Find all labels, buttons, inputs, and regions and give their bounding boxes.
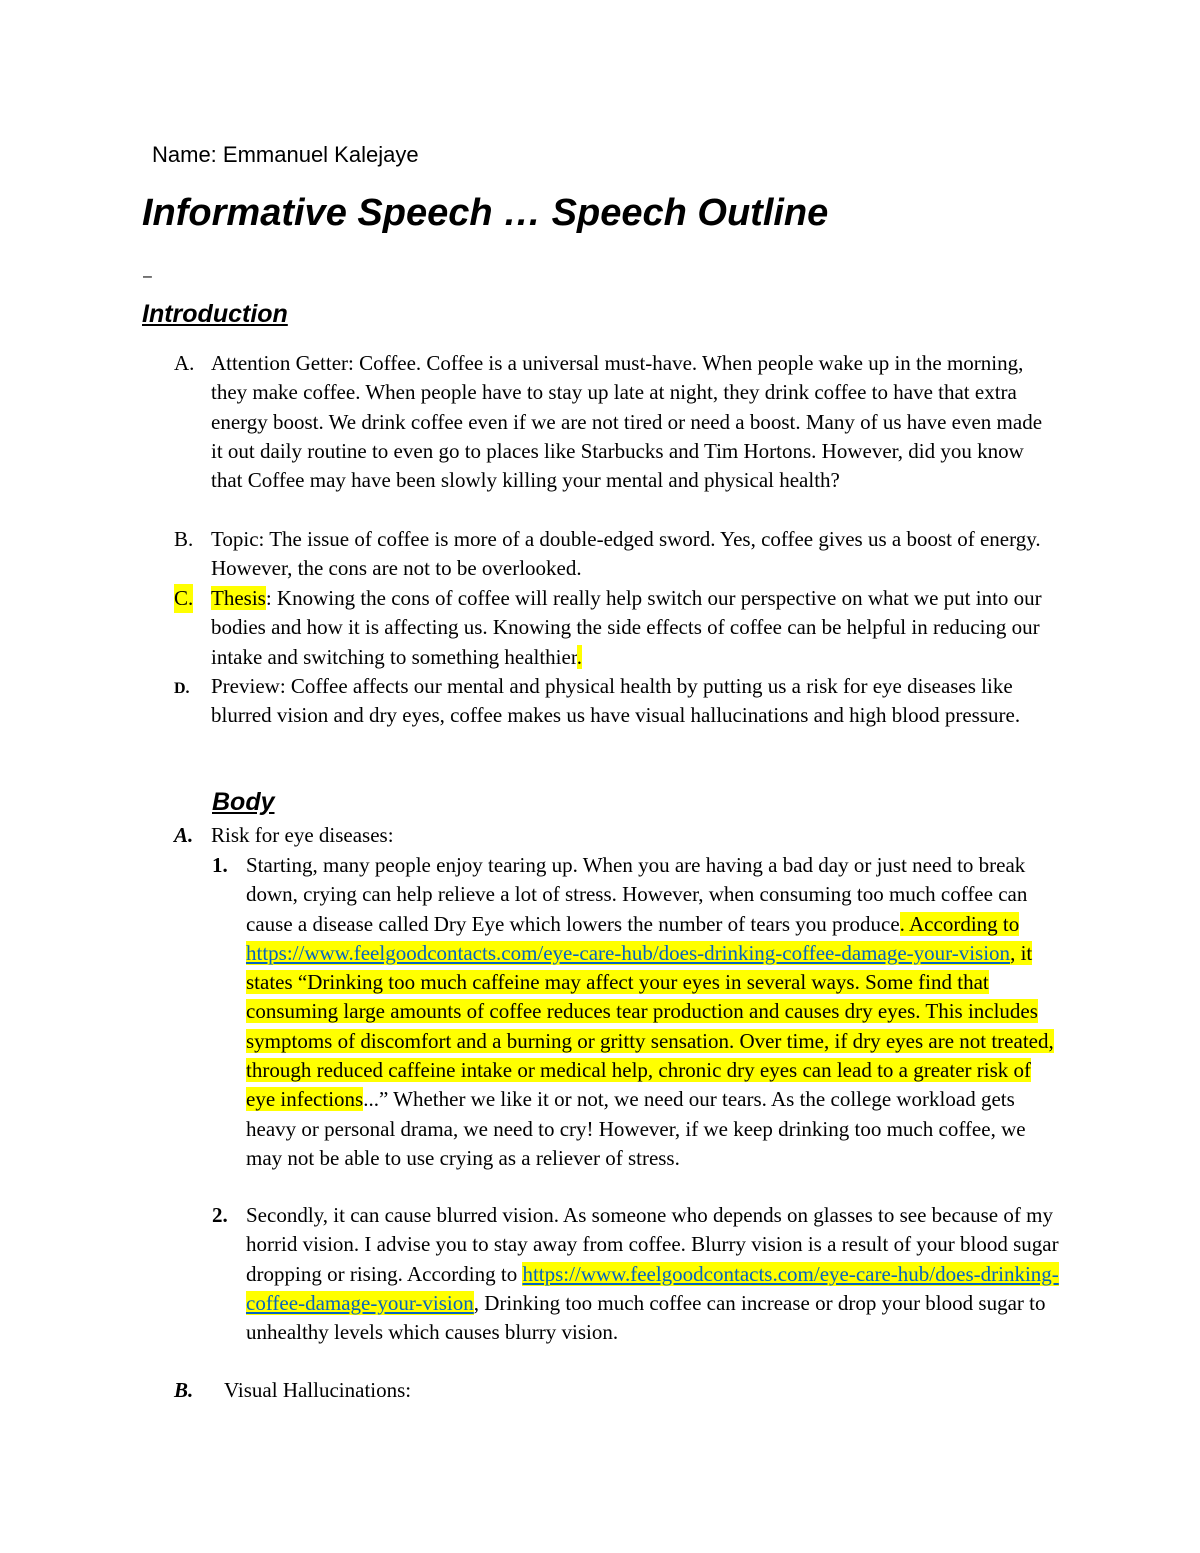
source-link-2[interactable]: https://www.feelgoodcontacts.com/eye-care-hub/does-drinking-coffee-damage-your-vision (246, 1261, 1059, 1315)
body-section-a-label: Risk for eye diseases: (211, 823, 394, 847)
body-section-b-label: Visual Hallucinations: (224, 1378, 412, 1402)
body-point-1-marker: 1. (212, 853, 228, 877)
intro-item-b-marker: B. (174, 527, 194, 551)
body-point-1-quote: , it states “Drinking too much caffeine may affect your eyes in several ways. Some find that consuming large amounts of coffee reduces tear production and causes dry eyes. This includes symptoms of discomfort and a burning or gritty sensation. Over time, if dry eyes are not treated, through reduced caffeine intake or medical help, chronic dry eyes can lead to a greater risk of eye infections (246, 940, 1054, 1112)
body-section-a-marker: A. (174, 823, 194, 847)
body-point-1-text-end: ...” Whether we like it or not, we need our tears. As the college workload gets heavy or personal drama, we need to cry! However, if we keep drinking too much coffee, we may not be able to use crying as a reliever of stress. (246, 1087, 1026, 1170)
intro-item-a-marker: A. (174, 351, 195, 375)
intro-item-a-text: Coffee. Coffee is a universal must-have. When people wake up in the morning, they make coffee. When people have to stay up late at night, they drink coffee to have that extra energy boost. We drink coffee even if we are not tired or need a boost. Many of us have even made it out daily routine to even go to places like Starbucks and Tim Hortons. However, did you know that Coffee may have been slowly killing your mental and physical health? (211, 351, 1043, 493)
intro-item-c-label: Thesis (211, 586, 266, 610)
introduction-heading: Introduction (142, 300, 288, 328)
intro-item-c-end: . (576, 644, 582, 669)
intro-item-d-marker: D. (174, 680, 190, 697)
body-point-2-text: Secondly, it can cause blurred vision. As someone who depends on glasses to see because of my horrid vision. I advise you to stay away from coffee. Blurry vision is a result of your blood sugar dropping or rising. According to (246, 1203, 1059, 1286)
intro-item-d-label: Preview: (211, 674, 286, 698)
source-link-1[interactable]: https://www.feelgoodcontacts.com/eye-care-hub/does-drinking-coffee-damage-your-vision (246, 940, 1011, 965)
intro-item-c-text: : Knowing the cons of coffee will really help switch our perspective on what we put into our bodies and how it is affecting us. Knowing the side effects of coffee can be helpful in reducing our intake and switching to something healthier (211, 586, 1042, 669)
body-point-1-intro: . According to (899, 911, 1020, 936)
intro-item-b-text: The issue of coffee is more of a double-edged sword. Yes, coffee gives us a boost of energy. However, the cons are not to be overlooked. (211, 527, 1041, 581)
page-title: Informative Speech … Speech Outline (142, 192, 829, 234)
body-point-1-text: Starting, many people enjoy tearing up. When you are having a bad day or just need to break down, crying can help relieve a lot of stress. However, when consuming too much coffee can cause a disease called Dry Eye which lowers the number of tears you produce (246, 853, 1028, 936)
intro-item-b-label: Topic: (211, 527, 265, 551)
intro-item-c-marker: C. (174, 584, 193, 613)
intro-item-d-text: Coffee affects our mental and physical health by putting us a risk for eye diseases like blurred vision and dry eyes, coffee makes us have visual hallucinations and high blood pressure. (211, 674, 1021, 728)
student-name: Name: Emmanuel Kalejaye (152, 142, 419, 167)
body-point-2-marker: 2. (212, 1203, 228, 1227)
separator-dash: – (143, 268, 152, 285)
body-heading: Body (212, 788, 275, 816)
intro-item-a-label: Attention Getter: (211, 351, 354, 375)
body-section-b-marker: B. (174, 1378, 194, 1402)
body-point-2-text-end: , Drinking too much coffee can increase or drop your blood sugar to unhealthy levels which causes blurry vision. (246, 1290, 1046, 1345)
